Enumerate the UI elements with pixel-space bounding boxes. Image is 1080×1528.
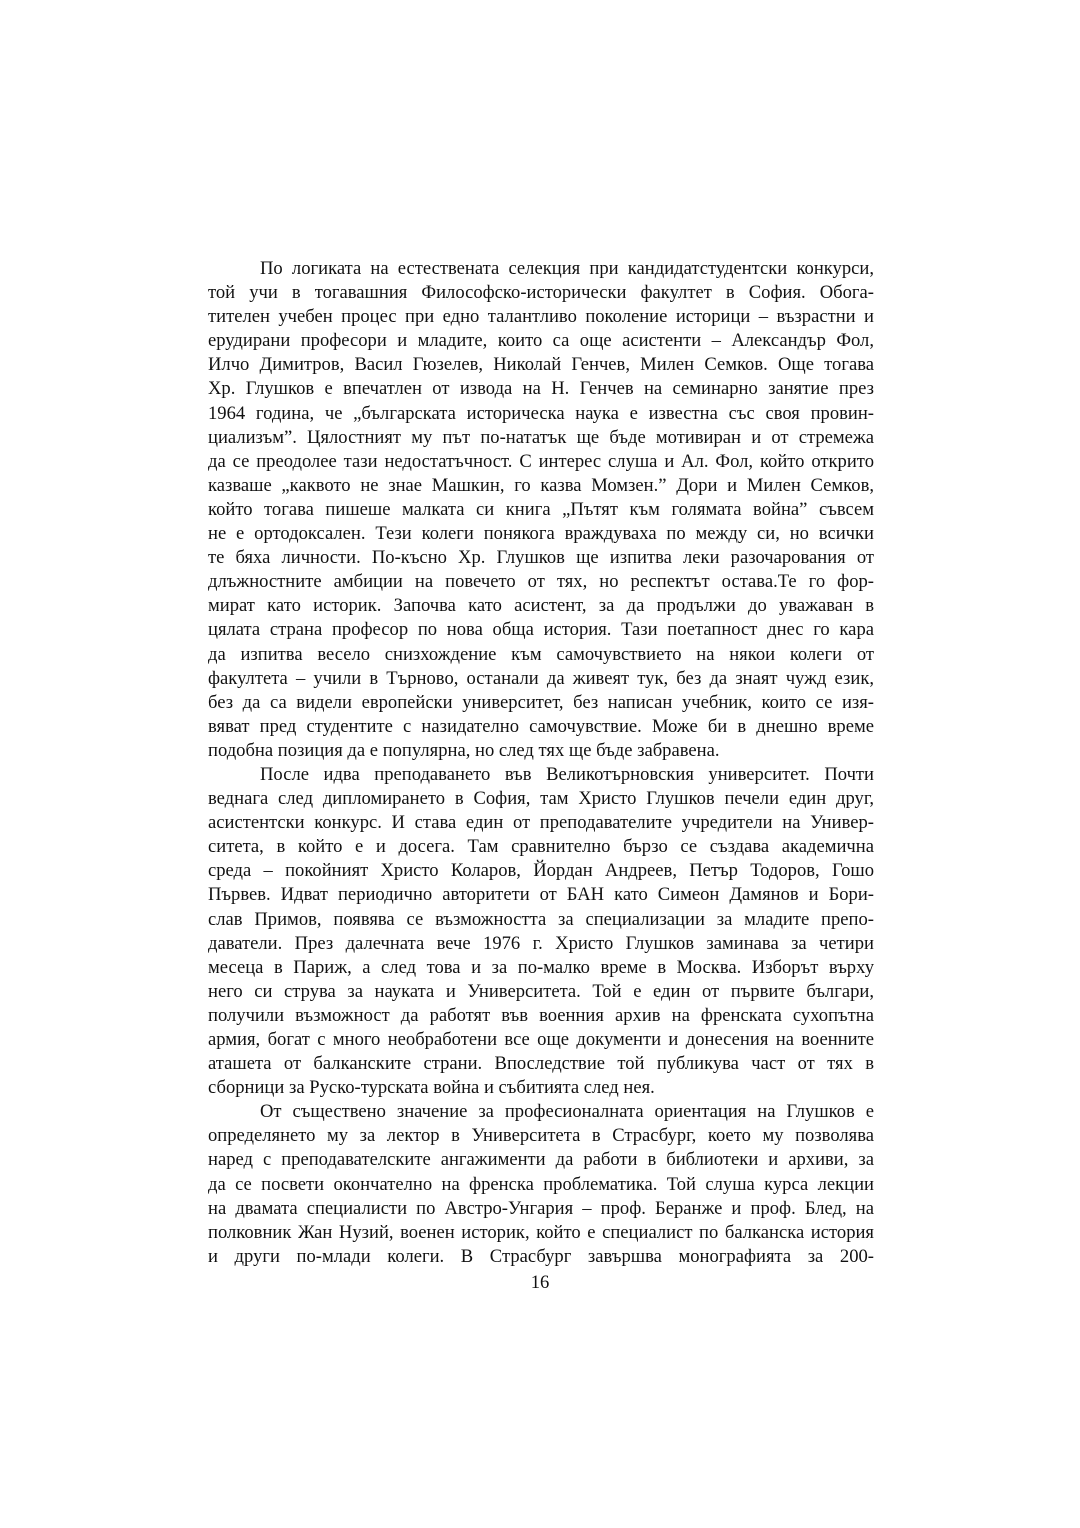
text-line: не е ортодоксален. Тези колеги понякога враждуваха по между си, но всички [208,523,874,545]
text-line: армия, богат с много необработени все още документи и донесения на военните [208,1029,874,1050]
text-line: мират като историк. Започва като асистент, за да продължи до уважаван в [208,595,874,617]
text-line: вяват пред студентите с назидателно самочувствие. Може би в днешно време [208,715,874,737]
text-line: асистентски конкурс. И става един от преподавателите учредители на Универ- [208,812,874,834]
text-line: ситета, в който е и досега. Там сравнително бързо се създава академична [208,836,874,858]
text-line: Хр. Глушков е впечатлен от извода на Н. Генчев на семинарно занятие през [208,378,874,400]
text-line: без да са видели европейски университет, без написан учебник, които се изя- [208,691,874,713]
body-text [208,257,874,1269]
text-line: циализъм”. Цялостният му път по-нататък ще бъде мотивиран и от стремежа [208,426,874,448]
text-line: да се преодолее тази недостатъчност. С интерес слуша и Ал. Фол, който открито [208,450,874,472]
text-line: те бяха личности. По-късно Хр. Глушков ще изпитва леки разочарования от [208,547,874,569]
text-line: цялата страна професор по нова обща история. Тази поетапност днес го кара [208,619,874,641]
text-line: После идва преподаването във Великотърновския университет. Почти [260,763,874,785]
text-line: и други по-млади колеги. В Страсбург завършва монографията за 200- [208,1245,874,1267]
text-line: 1964 година, че „българската историческа наука е известна със своя провин- [208,402,874,424]
text-line: длъжностните амбиции на повечето от тях, но респектът остава.Те го фор- [208,571,874,593]
text-line: сборници за Руско-турската война и събитията след нея. [208,1077,655,1099]
text-line: наред с преподавателските ангажименти да работи в библиотеки и архиви, за [208,1149,874,1171]
text-line: полковник Жан Нузий, военен историк, който е специалист по балканска история [208,1221,874,1243]
text-line: казваше „каквото не знае Машкин, го казва Момзен.” Дори и Милен Семков, [208,474,874,496]
text-line: подобна позиция да е популярна, но след тях ще бъде забравена. [208,739,720,761]
text-line: ерудирани професори и младите, които са още асистенти – Александър Фол, [208,330,874,352]
text-line: даватели. През далечната вече 1976 г. Христо Глушков заминава за четири [208,932,874,954]
text-line: да изпитва весело снизхождение към самочувствието на някои колеги от [208,643,874,665]
text-line: По логиката на естествената селекция при кандидатстудентски конкурси, [260,258,874,279]
text-line: факултета – учили в Търново, останали да живеят тук, без да знаят чужд език, [208,667,874,689]
text-line: получили възможност да работят във военния архив на френската сухопътна [208,1004,874,1026]
text-line: той учи в тогавашния Философско-исторически факултет в София. Обога- [208,282,874,304]
text-line: да се посвети окончателно на френска проблематика. Той слуша курса лекции [208,1173,874,1195]
text-line: определянето му за лектор в Университета в Страсбург, което му позволява [208,1125,874,1147]
paragraph-2 [208,763,874,1100]
paragraph-3 [208,1100,874,1269]
page-number: 16 [530,1272,550,1293]
text-line: на двамата специалисти по Австро-Унгария – проф. Беранже и проф. Блед, на [208,1197,874,1219]
text-line: веднага след дипломирането в София, там Христо Глушков печели един друг, [208,788,874,810]
text-line: От съществено значение за професионалната ориентация на Глушков е [260,1101,874,1123]
text-line: аташета от балканските страни. Впоследствие той публикува част от тях в [208,1053,874,1075]
text-line: Илчо Димитров, Васил Гюзелев, Николай Генчев, Милен Семков. Още тогава [208,354,874,376]
text-line: слав Примов, появява се възможността за специализации за младите препо- [208,908,874,930]
text-line: Първев. Идват периодично авторитети от БАН като Симеон Дамянов и Бори- [208,884,874,906]
paragraph-1 [208,257,874,763]
text-line: тителен учебен процес при едно талантливо поколение историци – възрастни и [208,306,874,328]
text-line: който тогава пишеше малката си книга „Пътят към голямата война” съвсем [208,498,874,520]
text-line: среда – покойният Христо Коларов, Йордан Андреев, Петър Тодоров, Гошо [208,860,874,882]
text-line: него си струва за науката и Университета. Той е един от първите българи, [208,980,874,1002]
text-line: месеца в Париж, а след това и за по-малко време в Москва. Изборът върху [208,956,874,978]
